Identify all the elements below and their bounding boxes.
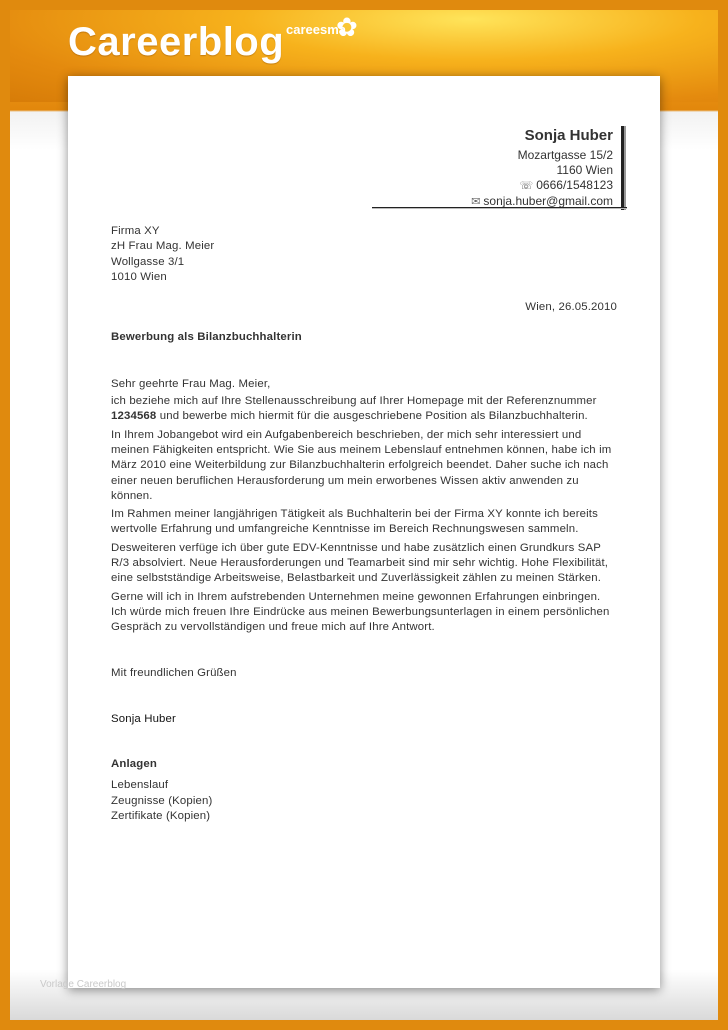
recipient-address: [111, 224, 617, 285]
footer-watermark: Vorlage Careerblog: [40, 979, 127, 990]
enclosure-item: Lebenslauf: [111, 779, 169, 792]
careesma-brand: careesma: [286, 22, 346, 37]
paragraph: [111, 394, 617, 425]
signature-name: Sonja Huber: [111, 712, 176, 725]
closing: Mit freundlichen Grüßen: [111, 666, 237, 679]
sender-name: Sonja Huber: [524, 127, 613, 144]
enclosures-list: [111, 778, 617, 824]
envelope-icon: ✉: [471, 196, 481, 208]
enclosure-item: Zeugnisse (Kopien): [111, 794, 213, 807]
recipient-line: 1010 Wien: [111, 270, 167, 283]
sender-divider: [372, 207, 627, 208]
recipient-line: Firma XY: [111, 225, 160, 237]
letter-body: [111, 224, 617, 824]
careerblog-logo: Careerblog: [68, 20, 285, 64]
paragraph-text: und bewerbe mich hiermit für die ausgeschriebene Position als Bilanzbuchhalterin.: [156, 410, 588, 423]
paragraph: Im Rahmen meiner langjährigen Tätigkeit als Buchhalterin bei der Firma XY konnte ich bereits wertvolle Erfahrung und umfangreiche Kenntnisse im Bereich Rechnungswesen sammeln.: [111, 508, 598, 536]
reference-number: 1234568: [111, 410, 157, 423]
flower-icon: ✿: [336, 12, 358, 42]
paragraph: In Ihrem Jobangebot wird ein Aufgabenbereich beschrieben, der mich sehr interessiert und meinen Fähigkeiten entspricht. Wie Sie aus meinem Lebenslauf entnehmen können, habe ich im März 2010 eine Weiterbildung zur Bilanzbuchhalterin erfolgreich beendet. Daher suche ich nach einer neuen beruflichen Herausforderung um mein erworbenes Wissen aktiv anwenden zu können.: [111, 428, 612, 502]
enclosures-title: Anlagen: [111, 758, 157, 771]
paragraph: Gerne will ich in Ihrem aufstrebenden Unternehmen meine gewonnen Erfahrungen einbringen. Ich würde mich freuen Ihre Eindrücke aus meinen Bewerbungsunterlagen in einem persönlichen Gespräch zu vervollständigen und freue mich auf Ihre Antwort.: [111, 590, 610, 634]
sender-email[interactable]: sonja.huber@gmail.com: [483, 194, 613, 208]
phone-icon: ☏: [519, 180, 534, 192]
sender-street: Mozartgasse 15/2: [517, 148, 613, 162]
letter-date: Wien, 26.05.2010: [525, 301, 617, 314]
sender-phone: 0666/1548123: [536, 178, 613, 192]
enclosure-item: Zertifikate (Kopien): [111, 810, 211, 823]
sender-block: [471, 126, 624, 210]
salutation: Sehr geehrte Frau Mag. Meier,: [111, 377, 271, 390]
sender-phone-line: [471, 178, 613, 194]
letter-subject: Bewerbung als Bilanzbuchhalterin: [111, 331, 302, 344]
paragraph-text: ich beziehe mich auf Ihre Stellenausschreibung auf Ihrer Homepage mit der Referenznummer: [111, 395, 597, 408]
letter-sheet: [68, 76, 660, 988]
recipient-line: zH Frau Mag. Meier: [111, 240, 215, 253]
recipient-line: Wollgasse 3/1: [111, 255, 185, 268]
paragraph: Desweiteren verfüge ich über gute EDV-Kenntnisse und habe zusätzlich einen Grundkurs SAP R/3 absolviert. Neue Herausforderungen und Teamarbeit sind mir sehr wichtig. Hohe Flexibilität, eine selbstständige Arbeitsweise, Belastbarkeit und Zuverlässigkeit zählen zu meinen Stärken.: [111, 541, 609, 585]
sender-city: 1160 Wien: [556, 163, 613, 177]
